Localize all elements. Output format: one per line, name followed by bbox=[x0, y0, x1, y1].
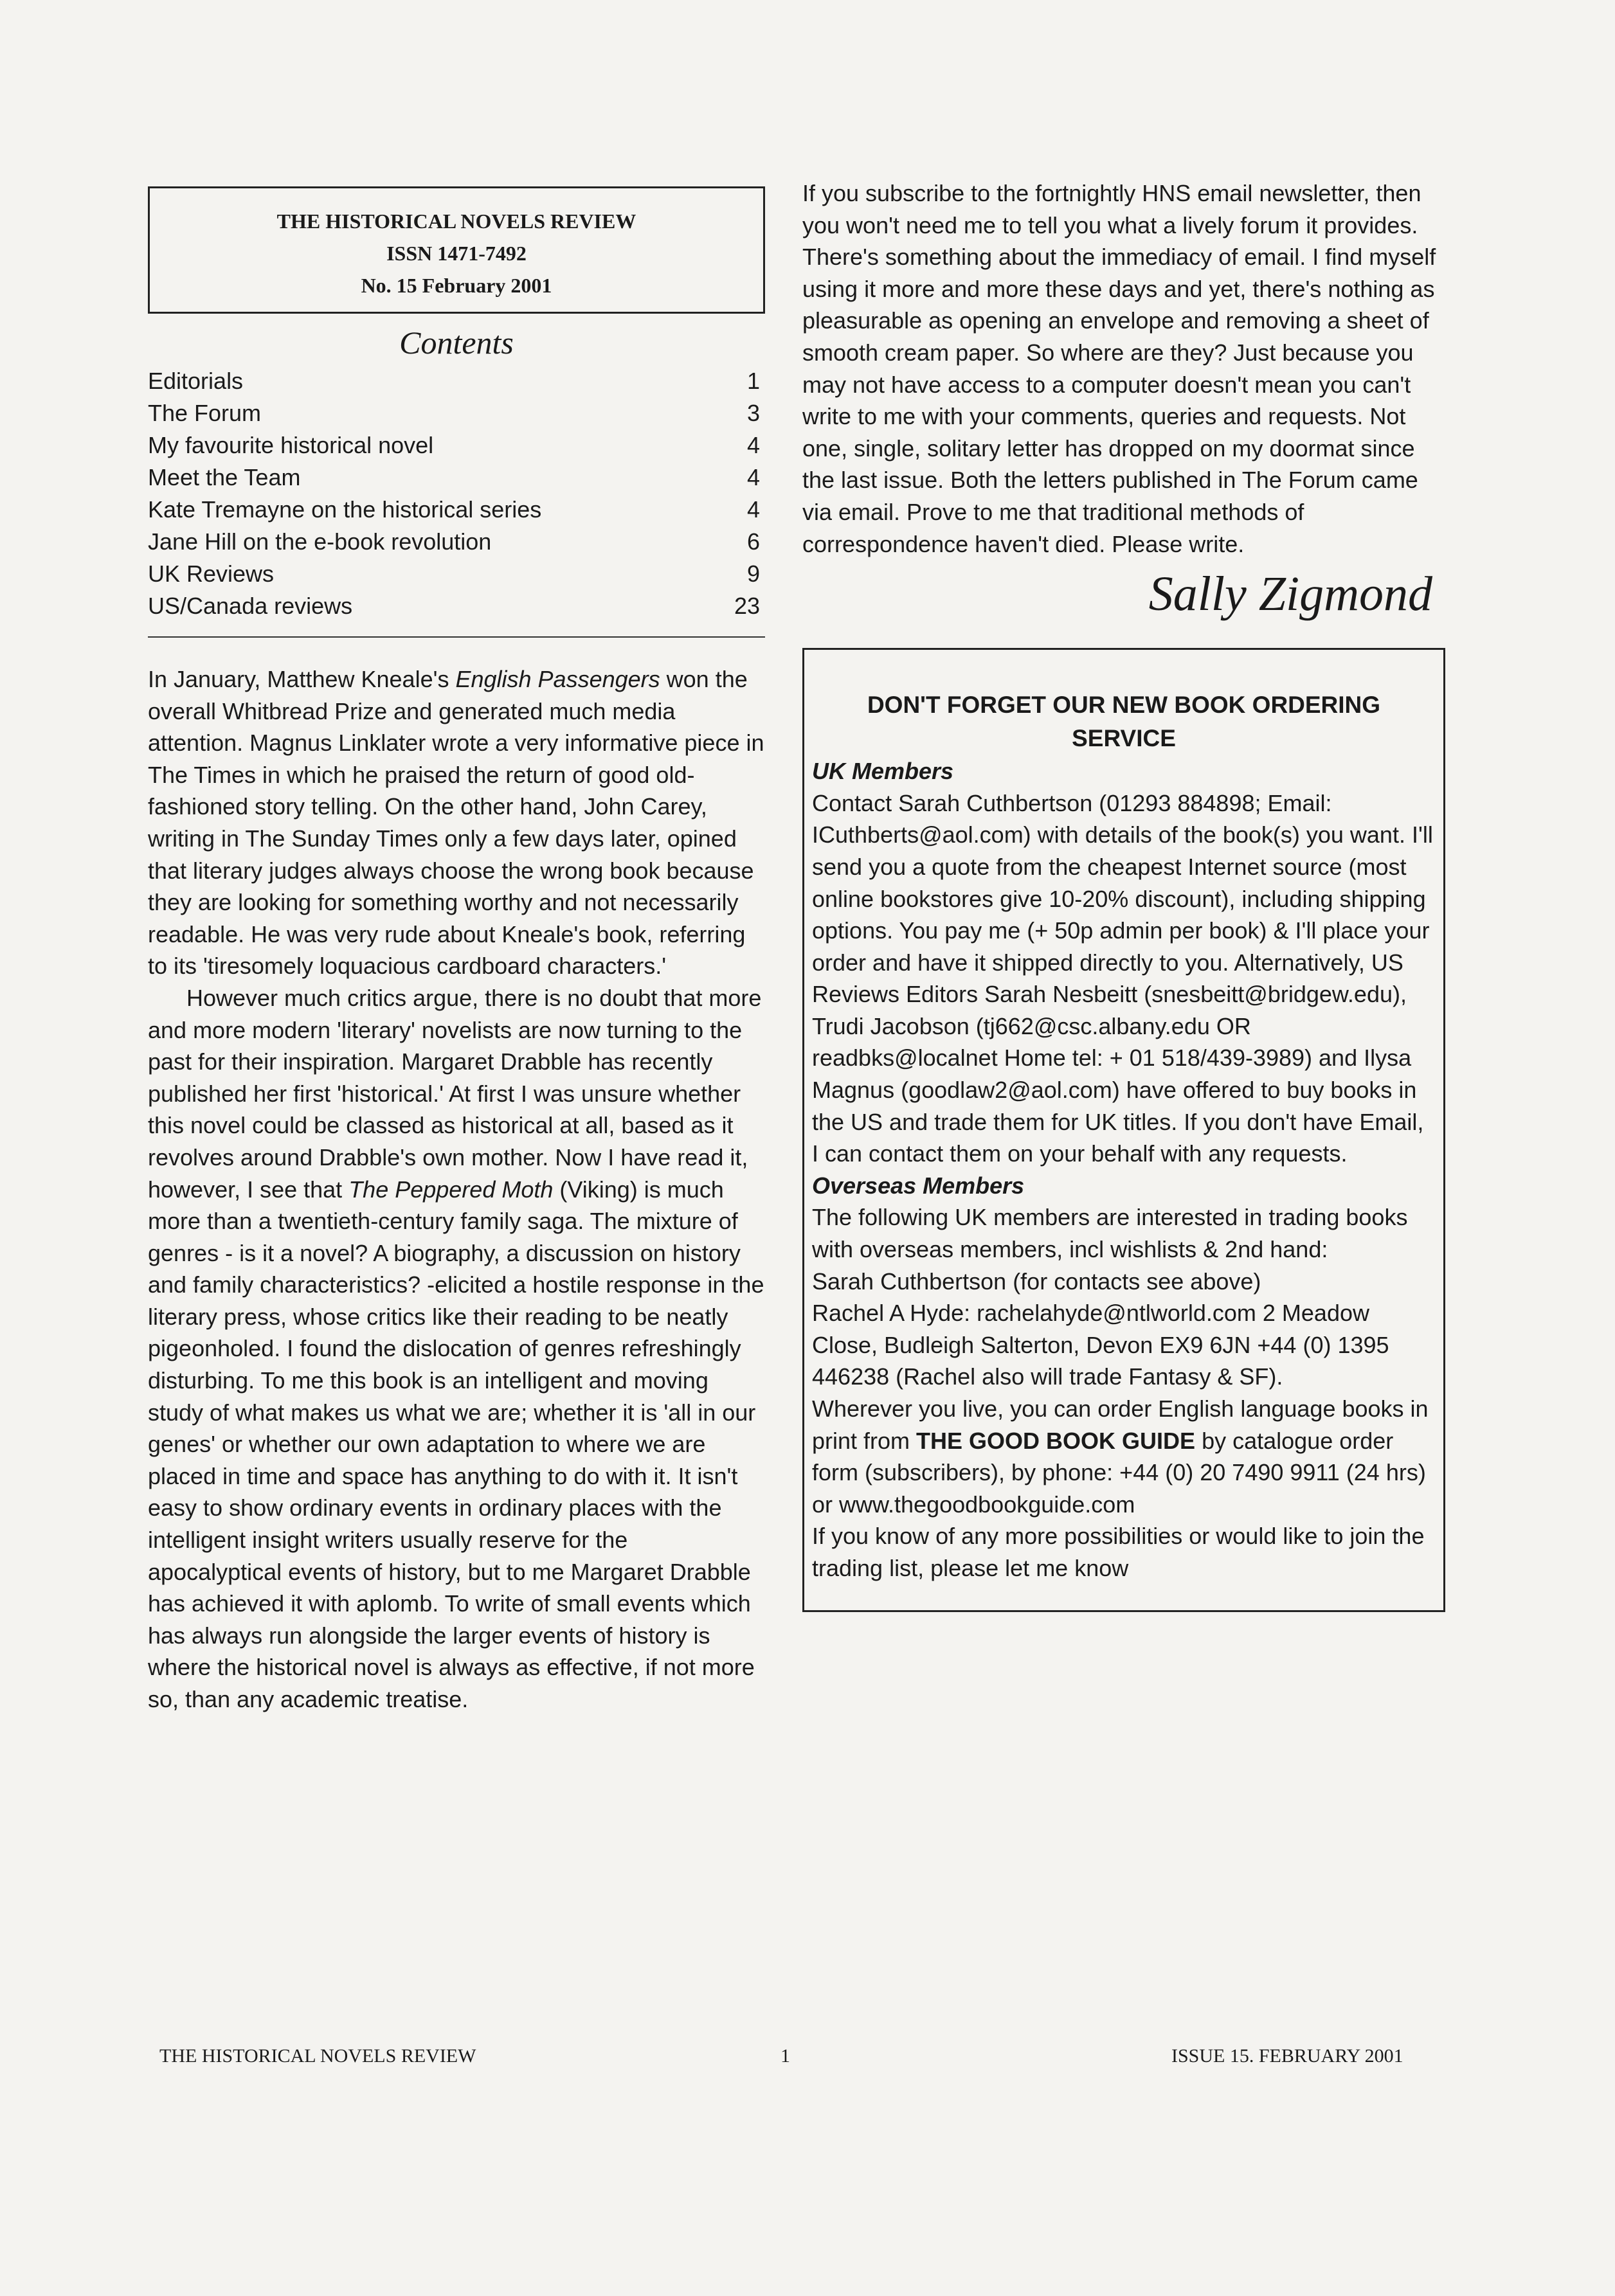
contents-item bbox=[148, 526, 765, 558]
contents-item bbox=[148, 462, 765, 494]
contents-item bbox=[148, 558, 765, 590]
newsletter-paragraph: If you subscribe to the fortnightly HNS email newsletter, then you won't need me to tell you what a lively forum it provides. There's something about the immediacy of email. I find myself using it more and more these days and yet, there's nothing as pleasurable as opening an envelope and removing a sheet of smooth cream paper. So where are they? Just because you may not have access to a computer doesn't mean you can't write to me with your comments, queries and requests. Not one, single, solitary letter has dropped on my doormat since the last issue. Both the letters published in The Forum came via email. Prove to me that traditional methods of correspondence haven't died. Please write. bbox=[802, 180, 1436, 557]
ordering-title: DON'T FORGET OUR NEW BOOK ORDERING SERVICE bbox=[867, 692, 1381, 752]
contents-item-page: 4 bbox=[746, 464, 760, 490]
contents-item-label: Editorials bbox=[148, 368, 244, 394]
contents-item-page: 9 bbox=[746, 561, 760, 587]
contents-item-page: 23 bbox=[734, 593, 760, 619]
uk-members-text: Contact Sarah Cuthbertson (01293 884898; Email: ICuthberts@aol.com) with details of the book(s) you want. I'll send you a quote from the cheapest Internet source (most online bookstores give 10-20% discount), including shipping options. You pay me (+ 50p admin per book) & I'll place your order and have it shipped directly to you. Alternatively, US Reviews Editors Sarah Nesbeitt (snesbeitt@bridgew.edu), Trudi Jacobson (tj662@csc.albany.edu OR readbks@localnet Home tel: + 01 518/439-3989) and Ilysa Magnus (goodlaw2@aol.com) have offered to buy books in the US and trade them for UK titles. If you don't have Email, I can contact them on your behalf with any requests. bbox=[812, 789, 1433, 1167]
contents-item bbox=[148, 429, 765, 462]
trading-contact-1: Sarah Cuthbertson (for contacts see above) bbox=[812, 1268, 1261, 1295]
contents-item-page: 6 bbox=[746, 528, 760, 555]
editorial-paragraph-1 bbox=[148, 663, 765, 982]
editorial-text: (Viking) is much more than a twentieth-century family saga. The mixture of genres - is it a novel? A biography, a discussion on history and family characteristics? -elicited a hostile response in the literary press, whose critics like their reading to be neatly pigeonholed. I found the dislocation of genres refreshingly disturbing. To me this book is an intelligent and moving study of what makes us what we are; whether it is 'all in our genes' or whether our own adaptation to where we are placed in time and space has anything to do with it. It isn't easy to show ordinary events in ordinary places with the intelligent insight writers usually reserve for the apocalyptical events of history, but to me Margaret Drabble has achieved it with aplomb. To write of small events which has always run alongside the larger events of history is where the historical novel is always as effective, if not more so, than any academic treatise. bbox=[148, 1176, 764, 1712]
trading-list-closing: If you know of any more possibilities or would like to join the trading list, please let me know bbox=[812, 1523, 1425, 1581]
guide-text: by catalogue order form (subscribers), by phone: +44 (0) 20 7490 9911 (24 hrs) or www.thegoodbookguide.com bbox=[812, 1427, 1426, 1518]
masthead-issue: No. 15 February 2001 bbox=[361, 274, 552, 297]
footer-publication: THE HISTORICAL NOVELS REVIEW bbox=[159, 2045, 476, 2067]
overseas-members-heading: Overseas Members bbox=[812, 1172, 1025, 1199]
guide-name: THE GOOD BOOK GUIDE bbox=[916, 1427, 1196, 1454]
contents-item-label: The Forum bbox=[148, 400, 262, 426]
contents-item-page: 3 bbox=[746, 400, 760, 426]
guide-text: Wherever you live, you can order English language books in print from bbox=[812, 1395, 1429, 1454]
contents-item-page: 4 bbox=[746, 432, 760, 458]
editor-signature: Sally Zigmond bbox=[1148, 567, 1432, 622]
contents-item bbox=[148, 494, 765, 526]
left-column bbox=[148, 186, 765, 1716]
contents-item-label: Jane Hill on the e-book revolution bbox=[148, 528, 492, 555]
contents-item-label: My favourite historical novel bbox=[148, 432, 434, 458]
contents-item-label: Meet the Team bbox=[148, 464, 301, 490]
contents-item-page: 1 bbox=[746, 368, 760, 394]
footer-issue: ISSUE 15. FEBRUARY 2001 bbox=[1171, 2045, 1403, 2067]
contents-item bbox=[148, 397, 765, 429]
editorial-paragraph-2 bbox=[148, 982, 765, 1716]
trading-contact-2: Rachel A Hyde: rachelahyde@ntlworld.com 2 Meadow Close, Budleigh Salterton, Devon EX9 6JN +44 (0) 1395 446238 (Rachel also will trade Fantasy & SF). bbox=[812, 1300, 1389, 1390]
book-title: English Passengers bbox=[455, 666, 660, 692]
uk-members-heading: UK Members bbox=[812, 758, 954, 785]
contents-item bbox=[148, 590, 765, 622]
editorial-text: In January, Matthew Kneale's bbox=[148, 666, 456, 692]
book-title: The Peppered Moth bbox=[348, 1176, 554, 1203]
contents-item-label: UK Reviews bbox=[148, 561, 275, 587]
masthead-title: THE HISTORICAL NOVELS REVIEW bbox=[276, 210, 636, 233]
book-ordering-box bbox=[802, 648, 1445, 1611]
masthead-box bbox=[148, 186, 765, 314]
contents-item-label: Kate Tremayne on the historical series bbox=[148, 496, 542, 523]
section-divider bbox=[148, 636, 765, 638]
contents-item bbox=[148, 365, 765, 397]
contents-item-label: US/Canada reviews bbox=[148, 593, 353, 619]
overseas-members-text: The following UK members are interested in trading books with overseas members, incl wishlists & 2nd hand: bbox=[812, 1204, 1408, 1263]
footer-page-number: 1 bbox=[780, 2045, 790, 2067]
editorial-text: However much critics argue, there is no doubt that more and more modern 'literary' novelists are now turning to the past for their inspiration. Margaret Drabble has recently published her first 'historical.' At first I was unsure whether this novel could be classed as historical at all, based as it revolves around Drabble's own mother. Now I have read it, however, I see that bbox=[148, 984, 762, 1203]
good-book-guide-text bbox=[812, 1393, 1436, 1520]
contents-item-page: 4 bbox=[746, 496, 760, 523]
right-column bbox=[802, 177, 1445, 1612]
editorial-text: won the overall Whitbread Prize and generated much media attention. Magnus Linklater wrote a very informative piece in The Times in which he praised the return of good old-fashioned story telling. On the other hand, John Carey, writing in The Sunday Times only a few days later, opined that literary judges always choose the wrong book because they are looking for something worthy and not necessarily readable. He was very rude about Kneale's book, referring to its 'tiresomely loquacious cardboard characters.' bbox=[148, 666, 764, 980]
masthead-issn: ISSN 1471-7492 bbox=[386, 242, 527, 265]
contents-list bbox=[148, 365, 765, 622]
contents-heading: Contents bbox=[399, 325, 514, 361]
